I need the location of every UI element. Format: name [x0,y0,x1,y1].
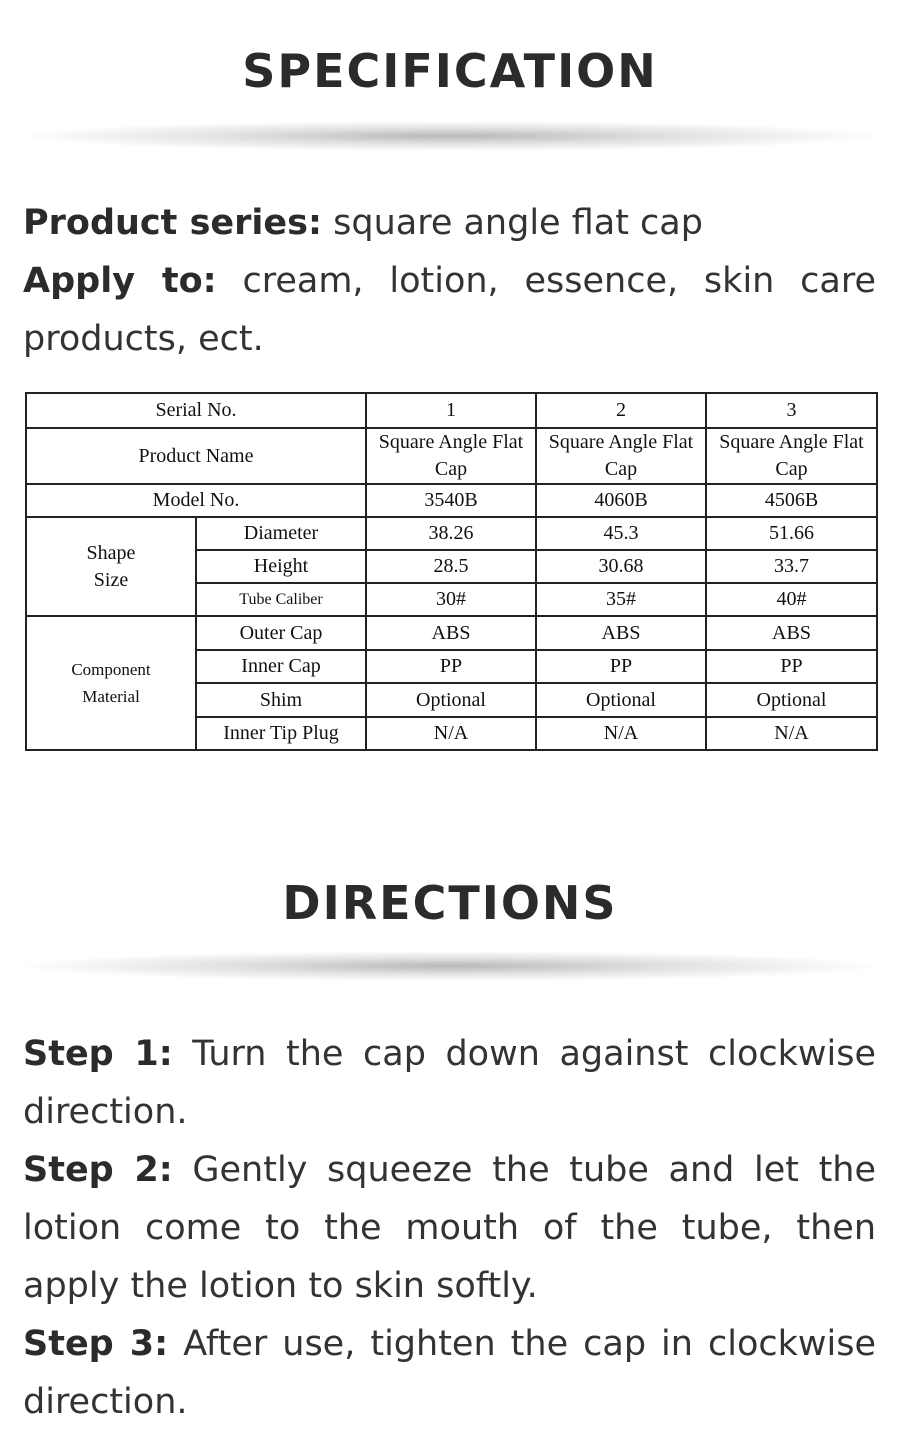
tube-caliber-cell: 35# [536,583,706,616]
component-label-line1: Component [71,660,151,679]
model-label: Model No. [26,484,366,517]
diameter-label: Diameter [196,517,366,550]
shim-cell: Optional [536,683,706,717]
inner-tip-plug-cell: N/A [706,717,877,750]
diameter-cell: 51.66 [706,517,877,550]
product-name-label: Product Name [26,428,366,484]
inner-tip-plug-cell: N/A [366,717,536,750]
product-info [23,194,876,368]
table-row [26,517,877,550]
serial-cell: 1 [366,393,536,428]
shape-size-label-line1: Shape [86,541,136,564]
product-name-cell: Square Angle Flat Cap [706,428,877,484]
height-label: Height [196,550,366,583]
step-text: After use, tighten the cap in clockwise direction. [23,1324,876,1422]
outer-cap-label: Outer Cap [196,616,366,650]
step-item [23,1315,876,1431]
shim-cell: Optional [366,683,536,717]
tube-caliber-cell: 40# [706,583,877,616]
apply-to-value: cream, lotion, essence, skin care products, ect. [23,261,877,359]
table-row [26,393,877,428]
product-series-value: square angle flat cap [322,203,703,243]
serial-cell: 3 [706,393,877,428]
title-divider [22,121,878,151]
step-label: Step 2: [23,1150,173,1190]
diameter-cell: 38.26 [366,517,536,550]
inner-tip-plug-cell: N/A [536,717,706,750]
step-text: Gently squeeze the tube and let the lotion come to the mouth of the tube, then apply the lotion to skin softly. [23,1150,877,1306]
inner-cap-cell: PP [536,650,706,683]
shim-cell: Optional [706,683,877,717]
step-label: Step 3: [23,1324,169,1364]
inner-cap-label: Inner Cap [196,650,366,683]
step-item [23,1141,876,1315]
tube-caliber-cell: 30# [366,583,536,616]
model-cell: 4060B [536,484,706,517]
serial-label: Serial No. [26,393,366,428]
outer-cap-cell: ABS [706,616,877,650]
directions-title: DIRECTIONS [282,876,618,930]
table-row [26,428,877,484]
tube-caliber-label: Tube Caliber [196,583,366,616]
directions-steps [23,1025,876,1431]
diameter-cell: 45.3 [536,517,706,550]
apply-to-line [23,252,876,368]
inner-cap-cell: PP [366,650,536,683]
height-cell: 30.68 [536,550,706,583]
specification-title: SPECIFICATION [242,44,658,98]
apply-to-label: Apply to: [23,261,217,301]
product-name-cell: Square Angle Flat Cap [366,428,536,484]
product-series-label: Product series: [23,203,322,243]
product-name-cell: Square Angle Flat Cap [536,428,706,484]
inner-cap-cell: PP [706,650,877,683]
model-cell: 4506B [706,484,877,517]
specification-table [25,392,878,751]
height-cell: 33.7 [706,550,877,583]
outer-cap-cell: ABS [536,616,706,650]
shape-size-label-line2: Size [93,568,129,591]
shape-size-label [26,517,196,616]
table-row [26,616,877,650]
serial-cell: 2 [536,393,706,428]
step-label: Step 1: [23,1034,173,1074]
component-label-line2: Material [82,687,140,706]
table-row [26,484,877,517]
model-cell: 3540B [366,484,536,517]
step-text: Turn the cap down against clockwise direction. [23,1034,877,1132]
step-item [23,1025,876,1141]
height-cell: 28.5 [366,550,536,583]
title-divider [22,951,878,981]
inner-tip-plug-label: Inner Tip Plug [196,717,366,750]
component-material-label [26,616,196,750]
product-series-line [23,194,876,252]
shim-label: Shim [196,683,366,717]
outer-cap-cell: ABS [366,616,536,650]
